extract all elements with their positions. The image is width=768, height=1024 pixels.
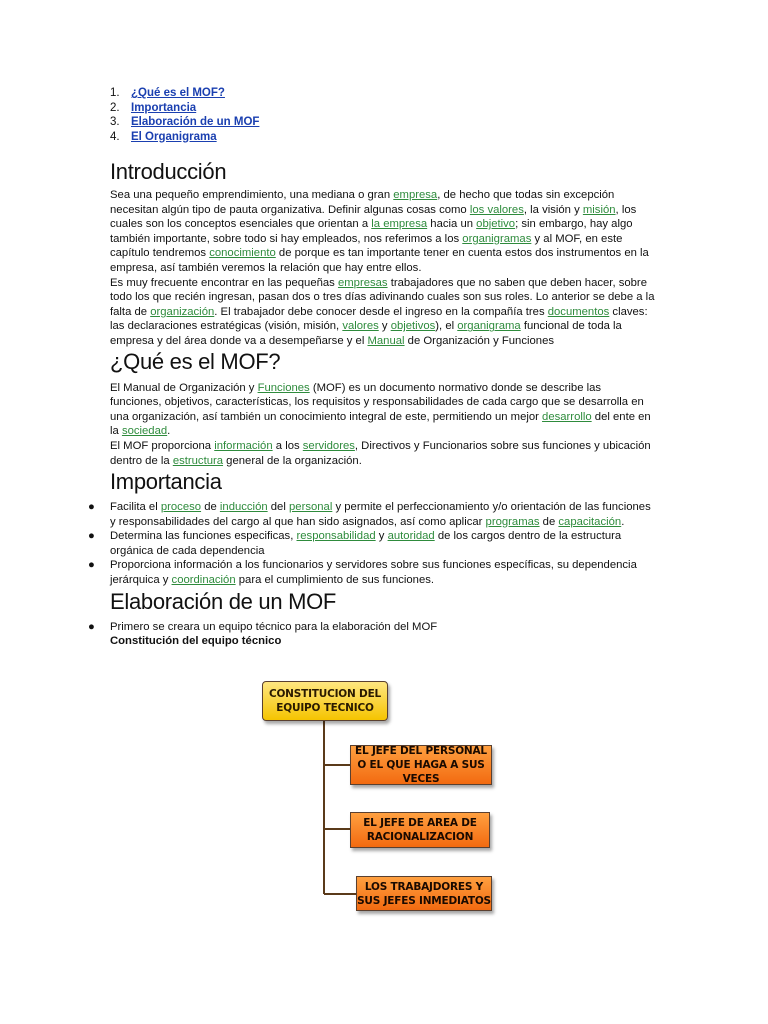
- subheading-constitucion: Constitución del equipo técnico: [110, 635, 282, 648]
- toc-item: 1. ¿Qué es el MOF?: [110, 87, 225, 99]
- link-objetivo[interactable]: objetivo: [476, 218, 516, 231]
- mof-paragraph-2: El MOF proporciona información a los servidores, Directivos y Funcionarios sobre sus funciones y ubicación dentro de la estructura general de la organización.: [110, 439, 651, 467]
- heading-importancia: Importancia: [110, 469, 222, 495]
- toc-item: 4. El Organigrama: [110, 130, 217, 143]
- list-item: ● Facilita el proceso de inducción del personal y permite el perfeccionamiento y/o orientación de las funciones y responsabilidades del cargo al que han sido asignados, así como aplicar programas de capacitación.: [88, 501, 651, 528]
- link-organigrama[interactable]: organigrama: [457, 320, 521, 333]
- list-item: ● Proporciona información a los funcionarios y servidores sobre sus funciones específicas, su dependencia jerárquica y coordinación para el cumplimiento de sus funciones.: [88, 559, 637, 587]
- mof-paragraph-1: El Manual de Organización y Funciones (MOF) es un documento normativo donde se describe las funciones, objetivos, características, los requisitos y responsabilidades de cada cargo que se desarrolla en una organización, así también un conocimiento integral de este, permitiendo un mejor desarrollo del ente en la sociedad.: [110, 381, 651, 438]
- link-empresa[interactable]: empresa: [393, 189, 438, 201]
- link-organizacion[interactable]: organización: [150, 305, 215, 318]
- link-responsabilidad[interactable]: responsabilidad: [296, 530, 376, 543]
- link-los-valores[interactable]: los valores: [469, 203, 524, 216]
- link-sociedad[interactable]: sociedad: [121, 425, 168, 438]
- toc-item: 2. Importancia: [110, 101, 197, 114]
- link-mision[interactable]: misión: [582, 203, 616, 216]
- toc-item: 3. Elaboración de un MOF: [110, 116, 260, 128]
- link-valores[interactable]: valores: [342, 320, 379, 333]
- link-conocimiento[interactable]: conocimiento: [209, 247, 276, 260]
- toc-link-organigrama[interactable]: El Organigrama: [131, 130, 217, 143]
- link-informacion[interactable]: información: [214, 439, 273, 452]
- diagram-box-jefe-area: EL JEFE DE AREA DE RACIONALIZACION: [350, 812, 490, 848]
- diagram-box-jefe-personal: EL JEFE DEL PERSONAL O EL QUE HAGA A SUS VECES: [350, 745, 492, 785]
- link-manual[interactable]: Manual: [367, 334, 405, 347]
- link-programas[interactable]: programas: [485, 515, 540, 528]
- link-capacitacion[interactable]: capacitación: [558, 515, 622, 528]
- bullet-icon: ●: [88, 559, 95, 572]
- link-personal[interactable]: personal: [289, 501, 333, 514]
- table-of-contents: [110, 86, 655, 144]
- link-servidores[interactable]: servidores: [302, 439, 355, 452]
- link-organigramas[interactable]: organigramas: [462, 232, 532, 245]
- link-objetivos[interactable]: objetivos: [390, 320, 436, 333]
- list-item: ● Determina las funciones especificas, responsabilidad y autoridad de los cargos dentro de la estructura orgánica de cada dependencia: [88, 530, 622, 557]
- link-autoridad[interactable]: autoridad: [387, 530, 435, 543]
- importancia-list: [88, 500, 655, 588]
- diagram-box-top: CONSTITUCION DEL EQUIPO TECNICO: [262, 681, 388, 721]
- document-page: [88, 86, 655, 649]
- toc-link-importancia[interactable]: Importancia: [131, 101, 197, 114]
- link-documentos[interactable]: documentos: [547, 305, 610, 318]
- link-empresas[interactable]: empresas: [337, 276, 388, 289]
- bullet-icon: ●: [88, 501, 95, 514]
- heading-que-es-mof: ¿Qué es el MOF?: [110, 348, 281, 374]
- heading-elaboracion: Elaboración de un MOF: [110, 588, 337, 614]
- link-la-empresa[interactable]: la empresa: [371, 218, 428, 231]
- diagram-box-trabajadores: LOS TRABAJDORES Y SUS JEFES INMEDIATOS: [356, 876, 492, 911]
- toc-link-elaboracion[interactable]: Elaboración de un MOF: [131, 116, 260, 128]
- link-estructura[interactable]: estructura: [172, 454, 224, 467]
- link-induccion[interactable]: inducción: [219, 501, 268, 514]
- intro-paragraph-1: Sea una pequeño emprendimiento, una mediana o gran empresa, de hecho que todas sin excepción necesitan algún tipo de pauta organizativa. Definir algunas cosas como los valores, la visión y misión, los cuales son los conceptos esenciales que orientan a la empresa hacia un objetivo; sin embargo, hay algo también importante, sobre todo si hay empleados, nos referimos a los organigramas y al MOF, en este capítulo tendremos conocimiento de porque es tan importante tener en cuenta estos dos instrumentos en la empresa, así también veremos la relación que hay entre ellos.: [110, 189, 649, 274]
- bullet-icon: ●: [88, 530, 95, 543]
- elaboracion-list: [88, 620, 655, 635]
- link-desarrollo[interactable]: desarrollo: [542, 410, 592, 423]
- bullet-icon: ●: [88, 620, 95, 633]
- link-coordinacion[interactable]: coordinación: [171, 574, 236, 587]
- list-item: ● Primero se creara un equipo técnico para la elaboración del MOF: [88, 620, 438, 633]
- link-funciones[interactable]: Funciones: [257, 381, 310, 394]
- toc-link-que-es-mof[interactable]: ¿Qué es el MOF?: [131, 87, 225, 99]
- link-proceso[interactable]: proceso: [160, 501, 202, 514]
- heading-introduccion: Introducción: [110, 159, 227, 184]
- intro-paragraph-2: Es muy frecuente encontrar en las pequeñas empresas trabajadores que no saben que deben hacer, sobre todo los que recién ingresan, pasan dos o tres días adivinando cuales son sus roles. Lo anterior se debe a la falta de organización. El trabajador debe conocer desde el ingreso en la compañía tres documentos claves: las declaraciones estratégicas (visión, misión, valores y objetivos), el organigrama funcional de toda la empresa y del área donde va a desempeñarse y el Manual de Organización y Funciones: [110, 276, 655, 347]
